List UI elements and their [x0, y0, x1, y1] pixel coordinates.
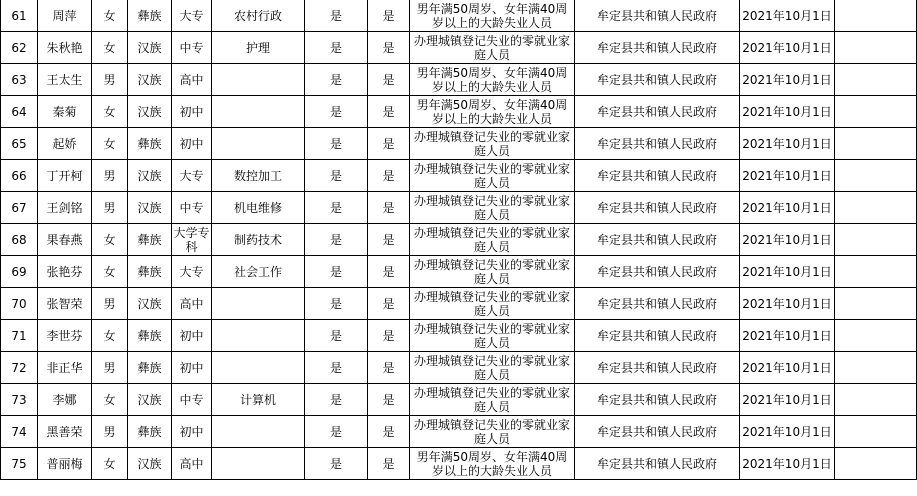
date-cell: 2021年10月1日 [740, 448, 835, 480]
education-cell: 大专 [172, 256, 212, 288]
major-cell [212, 288, 305, 320]
table-row [1, 0, 917, 32]
row-number-cell: 74 [1, 416, 38, 448]
gender-cell: 男 [92, 192, 128, 224]
status-cell-1: 是 [305, 448, 368, 480]
row-number-cell: 73 [1, 384, 38, 416]
note-cell [835, 0, 917, 32]
major-cell [212, 96, 305, 128]
major-cell: 机电维修 [212, 192, 305, 224]
major-cell [212, 416, 305, 448]
category-cell: 办理城镇登记失业的零就业家庭人员 [410, 288, 575, 320]
date-cell: 2021年10月1日 [740, 96, 835, 128]
gender-cell: 男 [92, 352, 128, 384]
date-cell: 2021年10月1日 [740, 160, 835, 192]
date-cell: 2021年10月1日 [740, 0, 835, 32]
note-cell [835, 448, 917, 480]
status-cell-2: 是 [368, 192, 410, 224]
ethnicity-cell: 汉族 [128, 192, 172, 224]
education-cell: 高中 [172, 448, 212, 480]
category-cell: 办理城镇登记失业的零就业家庭人员 [410, 352, 575, 384]
gender-cell: 男 [92, 64, 128, 96]
status-cell-2: 是 [368, 288, 410, 320]
ethnicity-cell: 汉族 [128, 96, 172, 128]
status-cell-2: 是 [368, 384, 410, 416]
note-cell [835, 384, 917, 416]
note-cell [835, 128, 917, 160]
ethnicity-cell: 彝族 [128, 0, 172, 32]
table-row [1, 64, 917, 96]
table-row [1, 352, 917, 384]
name-cell: 丁开柯 [38, 160, 92, 192]
education-cell: 中专 [172, 384, 212, 416]
unit-cell: 牟定县共和镇人民政府 [575, 128, 740, 160]
status-cell-1: 是 [305, 0, 368, 32]
name-cell: 王太生 [38, 64, 92, 96]
table-row [1, 384, 917, 416]
table-row [1, 416, 917, 448]
ethnicity-cell: 汉族 [128, 64, 172, 96]
status-cell-2: 是 [368, 320, 410, 352]
date-cell: 2021年10月1日 [740, 256, 835, 288]
name-cell: 李娜 [38, 384, 92, 416]
gender-cell: 男 [92, 288, 128, 320]
status-cell-2: 是 [368, 352, 410, 384]
status-cell-2: 是 [368, 0, 410, 32]
name-cell: 王剑铭 [38, 192, 92, 224]
gender-cell: 男 [92, 160, 128, 192]
date-cell: 2021年10月1日 [740, 32, 835, 64]
ethnicity-cell: 汉族 [128, 384, 172, 416]
major-cell [212, 128, 305, 160]
unit-cell: 牟定县共和镇人民政府 [575, 32, 740, 64]
row-number-cell: 72 [1, 352, 38, 384]
name-cell: 起娇 [38, 128, 92, 160]
name-cell: 李世芬 [38, 320, 92, 352]
gender-cell: 女 [92, 128, 128, 160]
note-cell [835, 96, 917, 128]
table-row [1, 128, 917, 160]
row-number-cell: 62 [1, 32, 38, 64]
category-cell: 办理城镇登记失业的零就业家庭人员 [410, 384, 575, 416]
row-number-cell: 63 [1, 64, 38, 96]
education-cell: 中专 [172, 32, 212, 64]
status-cell-2: 是 [368, 256, 410, 288]
gender-cell: 女 [92, 256, 128, 288]
name-cell: 张智荣 [38, 288, 92, 320]
education-cell: 初中 [172, 320, 212, 352]
note-cell [835, 320, 917, 352]
row-number-cell: 69 [1, 256, 38, 288]
education-cell: 高中 [172, 288, 212, 320]
major-cell: 社会工作 [212, 256, 305, 288]
status-cell-1: 是 [305, 64, 368, 96]
table-row [1, 256, 917, 288]
date-cell: 2021年10月1日 [740, 384, 835, 416]
category-cell: 男年满50周岁、女年满40周岁以上的大龄失业人员 [410, 0, 575, 32]
category-cell: 男年满50周岁、女年满40周岁以上的大龄失业人员 [410, 96, 575, 128]
category-cell: 办理城镇登记失业的零就业家庭人员 [410, 224, 575, 256]
education-cell: 大学专科 [173, 225, 210, 254]
status-cell-1: 是 [305, 416, 368, 448]
table-row [1, 224, 917, 256]
ethnicity-cell: 汉族 [128, 448, 172, 480]
gender-cell: 女 [92, 96, 128, 128]
major-cell [212, 448, 305, 480]
row-number-cell: 61 [1, 0, 38, 32]
category-cell: 办理城镇登记失业的零就业家庭人员 [410, 32, 575, 64]
status-cell-2: 是 [368, 160, 410, 192]
major-cell [212, 64, 305, 96]
status-cell-1: 是 [305, 192, 368, 224]
status-cell-1: 是 [305, 224, 368, 256]
date-cell: 2021年10月1日 [740, 288, 835, 320]
table-row [1, 448, 917, 480]
major-cell: 制药技术 [212, 224, 305, 256]
date-cell: 2021年10月1日 [740, 416, 835, 448]
category-cell: 办理城镇登记失业的零就业家庭人员 [410, 416, 575, 448]
name-cell: 黑善荣 [38, 416, 92, 448]
status-cell-1: 是 [305, 32, 368, 64]
status-cell-1: 是 [305, 256, 368, 288]
category-cell: 男年满50周岁、女年满40周岁以上的大龄失业人员 [410, 448, 575, 480]
category-cell: 办理城镇登记失业的零就业家庭人员 [410, 320, 575, 352]
education-cell: 高中 [172, 64, 212, 96]
category-cell: 办理城镇登记失业的零就业家庭人员 [410, 192, 575, 224]
table-row [1, 32, 917, 64]
table-row [1, 192, 917, 224]
row-number-cell: 68 [1, 224, 38, 256]
category-cell: 办理城镇登记失业的零就业家庭人员 [410, 160, 575, 192]
major-cell [212, 352, 305, 384]
date-cell: 2021年10月1日 [740, 320, 835, 352]
row-number-cell: 71 [1, 320, 38, 352]
date-cell: 2021年10月1日 [740, 352, 835, 384]
ethnicity-cell: 汉族 [128, 288, 172, 320]
status-cell-1: 是 [305, 160, 368, 192]
unit-cell: 牟定县共和镇人民政府 [575, 224, 740, 256]
major-cell: 计算机 [212, 384, 305, 416]
unit-cell: 牟定县共和镇人民政府 [575, 64, 740, 96]
category-cell: 办理城镇登记失业的零就业家庭人员 [410, 128, 575, 160]
major-cell: 农村行政 [212, 0, 305, 32]
ethnicity-cell: 彝族 [128, 128, 172, 160]
table-row [1, 320, 917, 352]
date-cell: 2021年10月1日 [740, 224, 835, 256]
status-cell-2: 是 [368, 32, 410, 64]
status-cell-1: 是 [305, 96, 368, 128]
education-cell: 初中 [172, 416, 212, 448]
date-cell: 2021年10月1日 [740, 192, 835, 224]
ethnicity-cell: 彝族 [128, 320, 172, 352]
note-cell [835, 416, 917, 448]
status-cell-1: 是 [305, 352, 368, 384]
note-cell [835, 224, 917, 256]
table-row [1, 96, 917, 128]
date-cell: 2021年10月1日 [740, 64, 835, 96]
unit-cell: 牟定县共和镇人民政府 [575, 384, 740, 416]
education-cell: 大专 [172, 160, 212, 192]
note-cell [835, 160, 917, 192]
status-cell-1: 是 [305, 128, 368, 160]
gender-cell: 女 [92, 32, 128, 64]
ethnicity-cell: 汉族 [128, 160, 172, 192]
row-number-cell: 65 [1, 128, 38, 160]
education-cell: 大专 [172, 0, 212, 32]
gender-cell: 女 [92, 384, 128, 416]
major-cell: 数控加工 [212, 160, 305, 192]
ethnicity-cell: 彝族 [128, 352, 172, 384]
name-cell: 普丽梅 [38, 448, 92, 480]
unit-cell: 牟定县共和镇人民政府 [575, 448, 740, 480]
note-cell [835, 32, 917, 64]
name-cell: 秦菊 [38, 96, 92, 128]
gender-cell: 女 [92, 224, 128, 256]
major-cell: 护理 [212, 32, 305, 64]
note-cell [835, 256, 917, 288]
note-cell [835, 352, 917, 384]
unit-cell: 牟定县共和镇人民政府 [575, 192, 740, 224]
unit-cell: 牟定县共和镇人民政府 [575, 0, 740, 32]
status-cell-2: 是 [368, 96, 410, 128]
row-number-cell: 66 [1, 160, 38, 192]
note-cell [835, 288, 917, 320]
status-cell-1: 是 [305, 320, 368, 352]
unit-cell: 牟定县共和镇人民政府 [575, 160, 740, 192]
ethnicity-cell: 彝族 [128, 224, 172, 256]
name-cell: 张艳芬 [38, 256, 92, 288]
category-cell: 办理城镇登记失业的零就业家庭人员 [410, 256, 575, 288]
status-cell-2: 是 [368, 224, 410, 256]
unit-cell: 牟定县共和镇人民政府 [575, 320, 740, 352]
row-number-cell: 70 [1, 288, 38, 320]
name-cell: 非正华 [38, 352, 92, 384]
status-cell-2: 是 [368, 416, 410, 448]
row-number-cell: 64 [1, 96, 38, 128]
category-cell: 男年满50周岁、女年满40周岁以上的大龄失业人员 [410, 64, 575, 96]
table-row [1, 160, 917, 192]
education-cell: 初中 [172, 352, 212, 384]
date-cell: 2021年10月1日 [740, 128, 835, 160]
note-cell [835, 64, 917, 96]
status-cell-2: 是 [368, 64, 410, 96]
unit-cell: 牟定县共和镇人民政府 [575, 352, 740, 384]
status-cell-2: 是 [368, 448, 410, 480]
unit-cell: 牟定县共和镇人民政府 [575, 288, 740, 320]
education-cell: 初中 [172, 96, 212, 128]
status-cell-2: 是 [368, 128, 410, 160]
table-body [1, 0, 917, 480]
name-cell: 果春燕 [38, 224, 92, 256]
row-number-cell: 67 [1, 192, 38, 224]
ethnicity-cell: 汉族 [128, 32, 172, 64]
note-cell [835, 192, 917, 224]
name-cell: 周萍 [38, 0, 92, 32]
major-cell [212, 320, 305, 352]
education-cell: 初中 [172, 128, 212, 160]
unit-cell: 牟定县共和镇人民政府 [575, 416, 740, 448]
gender-cell: 女 [92, 0, 128, 32]
row-number-cell: 75 [1, 448, 38, 480]
ethnicity-cell: 彝族 [128, 416, 172, 448]
gender-cell: 女 [92, 448, 128, 480]
gender-cell: 男 [92, 416, 128, 448]
ethnicity-cell: 彝族 [128, 256, 172, 288]
education-cell: 中专 [172, 192, 212, 224]
status-cell-1: 是 [305, 288, 368, 320]
table-row [1, 288, 917, 320]
unit-cell: 牟定县共和镇人民政府 [575, 96, 740, 128]
status-cell-1: 是 [305, 384, 368, 416]
name-cell: 朱秋艳 [38, 32, 92, 64]
unit-cell: 牟定县共和镇人民政府 [575, 256, 740, 288]
gender-cell: 女 [92, 320, 128, 352]
